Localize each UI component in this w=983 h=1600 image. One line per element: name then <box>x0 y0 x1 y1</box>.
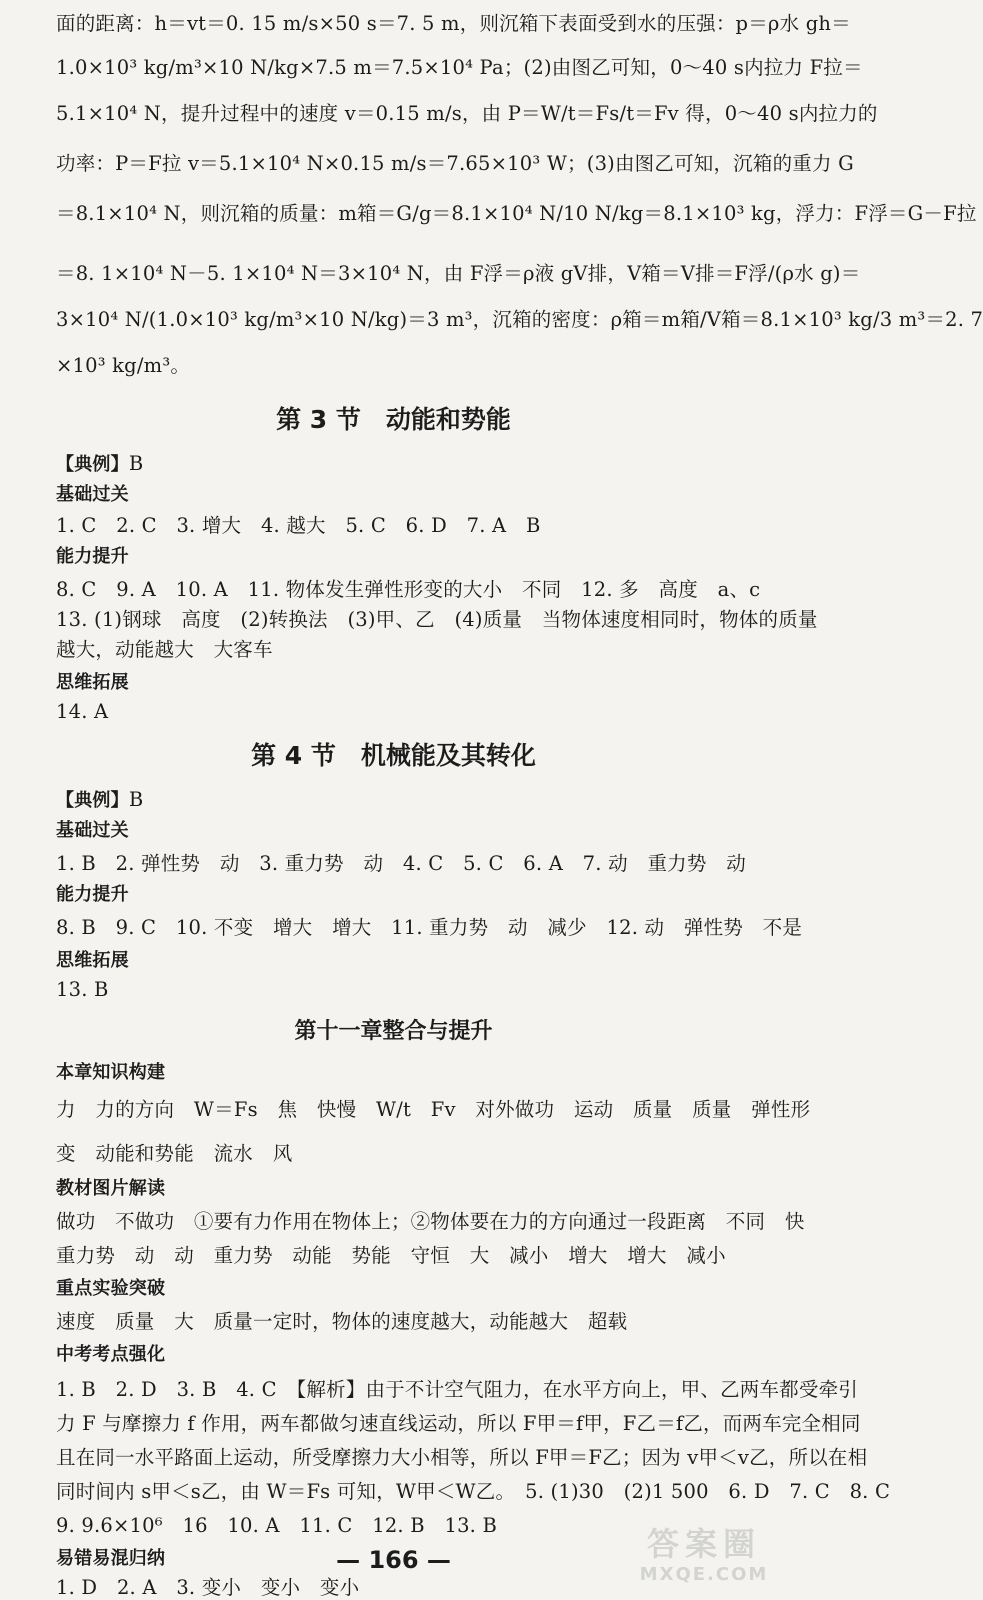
section-title: 第 3 节 动能和势能 <box>276 405 511 434</box>
text-line: 3×10⁴ N/(1.0×10³ kg/m³×10 N/kg)＝3 m³，沉箱的密度：ρ箱＝m箱/V箱＝8.1×10³ kg/3 m³＝2. 7 <box>56 308 983 331</box>
subheading: 思维拓展 <box>56 950 129 971</box>
answer-line: 1. D 2. A 3. 变小 变小 变小 <box>56 1576 360 1599</box>
answer-line: 速度 质量 大 质量一定时，物体的速度越大，动能越大 超载 <box>56 1310 628 1333</box>
page-number: — 166 — <box>336 1546 451 1574</box>
subheading: 基础过关 <box>56 820 129 841</box>
text-line: 1.0×10³ kg/m³×10 N/kg×7.5 m＝7.5×10⁴ Pa；(2)由图乙可知，0～40 s内拉力 F拉＝ <box>56 56 863 79</box>
watermark-url: MXQE.COM <box>639 1564 769 1585</box>
answer-line: 1. B 2. D 3. B 4. C 【解析】由于不计空气阻力，在水平方向上，甲、乙两车都受牵引 <box>56 1378 858 1401</box>
answer-line: 9. 9.6×10⁶ 16 10. A 11. C 12. B 13. B <box>56 1514 497 1537</box>
text-line: ＝8.1×10⁴ N，则沉箱的质量：m箱＝G/g＝8.1×10⁴ N/10 N/kg＝8.1×10³ kg，浮力：F浮＝G－F拉 <box>56 202 977 225</box>
answer-line: 8. C 9. A 10. A 11. 物体发生弹性形变的大小 不同 12. 多 高度 a、c <box>56 578 761 601</box>
subheading: 重点实验突破 <box>56 1278 166 1299</box>
answer-line: 力 F 与摩擦力 f 作用，两车都做匀速直线运动，所以 F甲＝f甲，F乙＝f乙，而两车完全相同 <box>56 1412 861 1435</box>
chapter-title: 第十一章整合与提升 <box>294 1019 493 1044</box>
subheading: 能力提升 <box>56 884 129 905</box>
subheading: 能力提升 <box>56 546 129 567</box>
answer-line: 8. B 9. C 10. 不变 增大 增大 11. 重力势 动 减少 12. 动 弹性势 不是 <box>56 916 803 939</box>
text-line: ＝8. 1×10⁴ N－5. 1×10⁴ N＝3×10⁴ N，由 F浮＝ρ液 gV排，V箱＝V排＝F浮/(ρ水 g)＝ <box>56 262 861 285</box>
text-line: ×10³ kg/m³。 <box>56 354 191 377</box>
answer-line: 14. A <box>56 700 109 723</box>
watermark-text: 答案圈 <box>646 1525 761 1563</box>
answer-line: 重力势 动 动 重力势 动能 势能 守恒 大 减小 增大 增大 减小 <box>56 1244 726 1267</box>
text-line: 5.1×10⁴ N，提升过程中的速度 v＝0.15 m/s，由 P＝W/t＝Fs/t＝Fv 得，0～40 s内拉力的 <box>56 102 878 125</box>
section-title: 第 4 节 机械能及其转化 <box>251 741 536 770</box>
example-value: B <box>128 452 144 475</box>
answer-line: 1. B 2. 弹性势 动 3. 重力势 动 4. C 5. C 6. A 7. 动 重力势 动 <box>56 852 746 875</box>
text-line: 面的距离：h＝vt＝0. 15 m/s×50 s＝7. 5 m，则沉箱下表面受到水的压强：p＝ρ水 gh＝ <box>56 12 851 35</box>
example-value: B <box>128 788 144 811</box>
subheading: 基础过关 <box>56 484 129 505</box>
answer-line: 越大，动能越大 大客车 <box>56 638 273 661</box>
watermark-logo <box>629 1524 779 1594</box>
answer-line: 13. B <box>56 978 109 1001</box>
answer-line: 做功 不做功 ①要有力作用在物体上；②物体要在力的方向通过一段距离 不同 快 <box>56 1210 805 1233</box>
text-line: 功率：P＝F拉 v＝5.1×10⁴ N×0.15 m/s＝7.65×10³ W；(3)由图乙可知，沉箱的重力 G <box>56 152 854 175</box>
answer-line: 且在同一水平路面上运动，所受摩擦力大小相等，所以 F甲＝F乙；因为 v甲＜v乙，所以在相 <box>56 1446 868 1469</box>
answer-line: 同时间内 s甲＜s乙，由 W＝Fs 可知，W甲＜W乙。 5. (1)30 (2)1 500 6. D 7. C 8. C <box>56 1480 891 1503</box>
example-label: 【典例】 <box>56 454 129 475</box>
subheading: 易错易混归纳 <box>56 1548 166 1569</box>
subheading: 本章知识构建 <box>56 1062 166 1083</box>
example-answer <box>56 450 736 476</box>
answer-line: 力 力的方向 W＝Fs 焦 快慢 W/t Fv 对外做功 运动 质量 质量 弹性形 <box>56 1098 811 1121</box>
example-answer <box>56 786 736 812</box>
answer-line: 1. C 2. C 3. 增大 4. 越大 5. C 6. D 7. A B <box>56 514 541 537</box>
subheading: 思维拓展 <box>56 672 129 693</box>
example-label: 【典例】 <box>56 790 129 811</box>
subheading: 中考考点强化 <box>56 1344 166 1365</box>
answer-line: 13. (1)钢球 高度 (2)转换法 (3)甲、乙 (4)质量 当物体速度相同时，物体的质量 <box>56 608 818 631</box>
answer-line: 变 动能和势能 流水 风 <box>56 1142 293 1165</box>
subheading: 教材图片解读 <box>56 1178 166 1199</box>
